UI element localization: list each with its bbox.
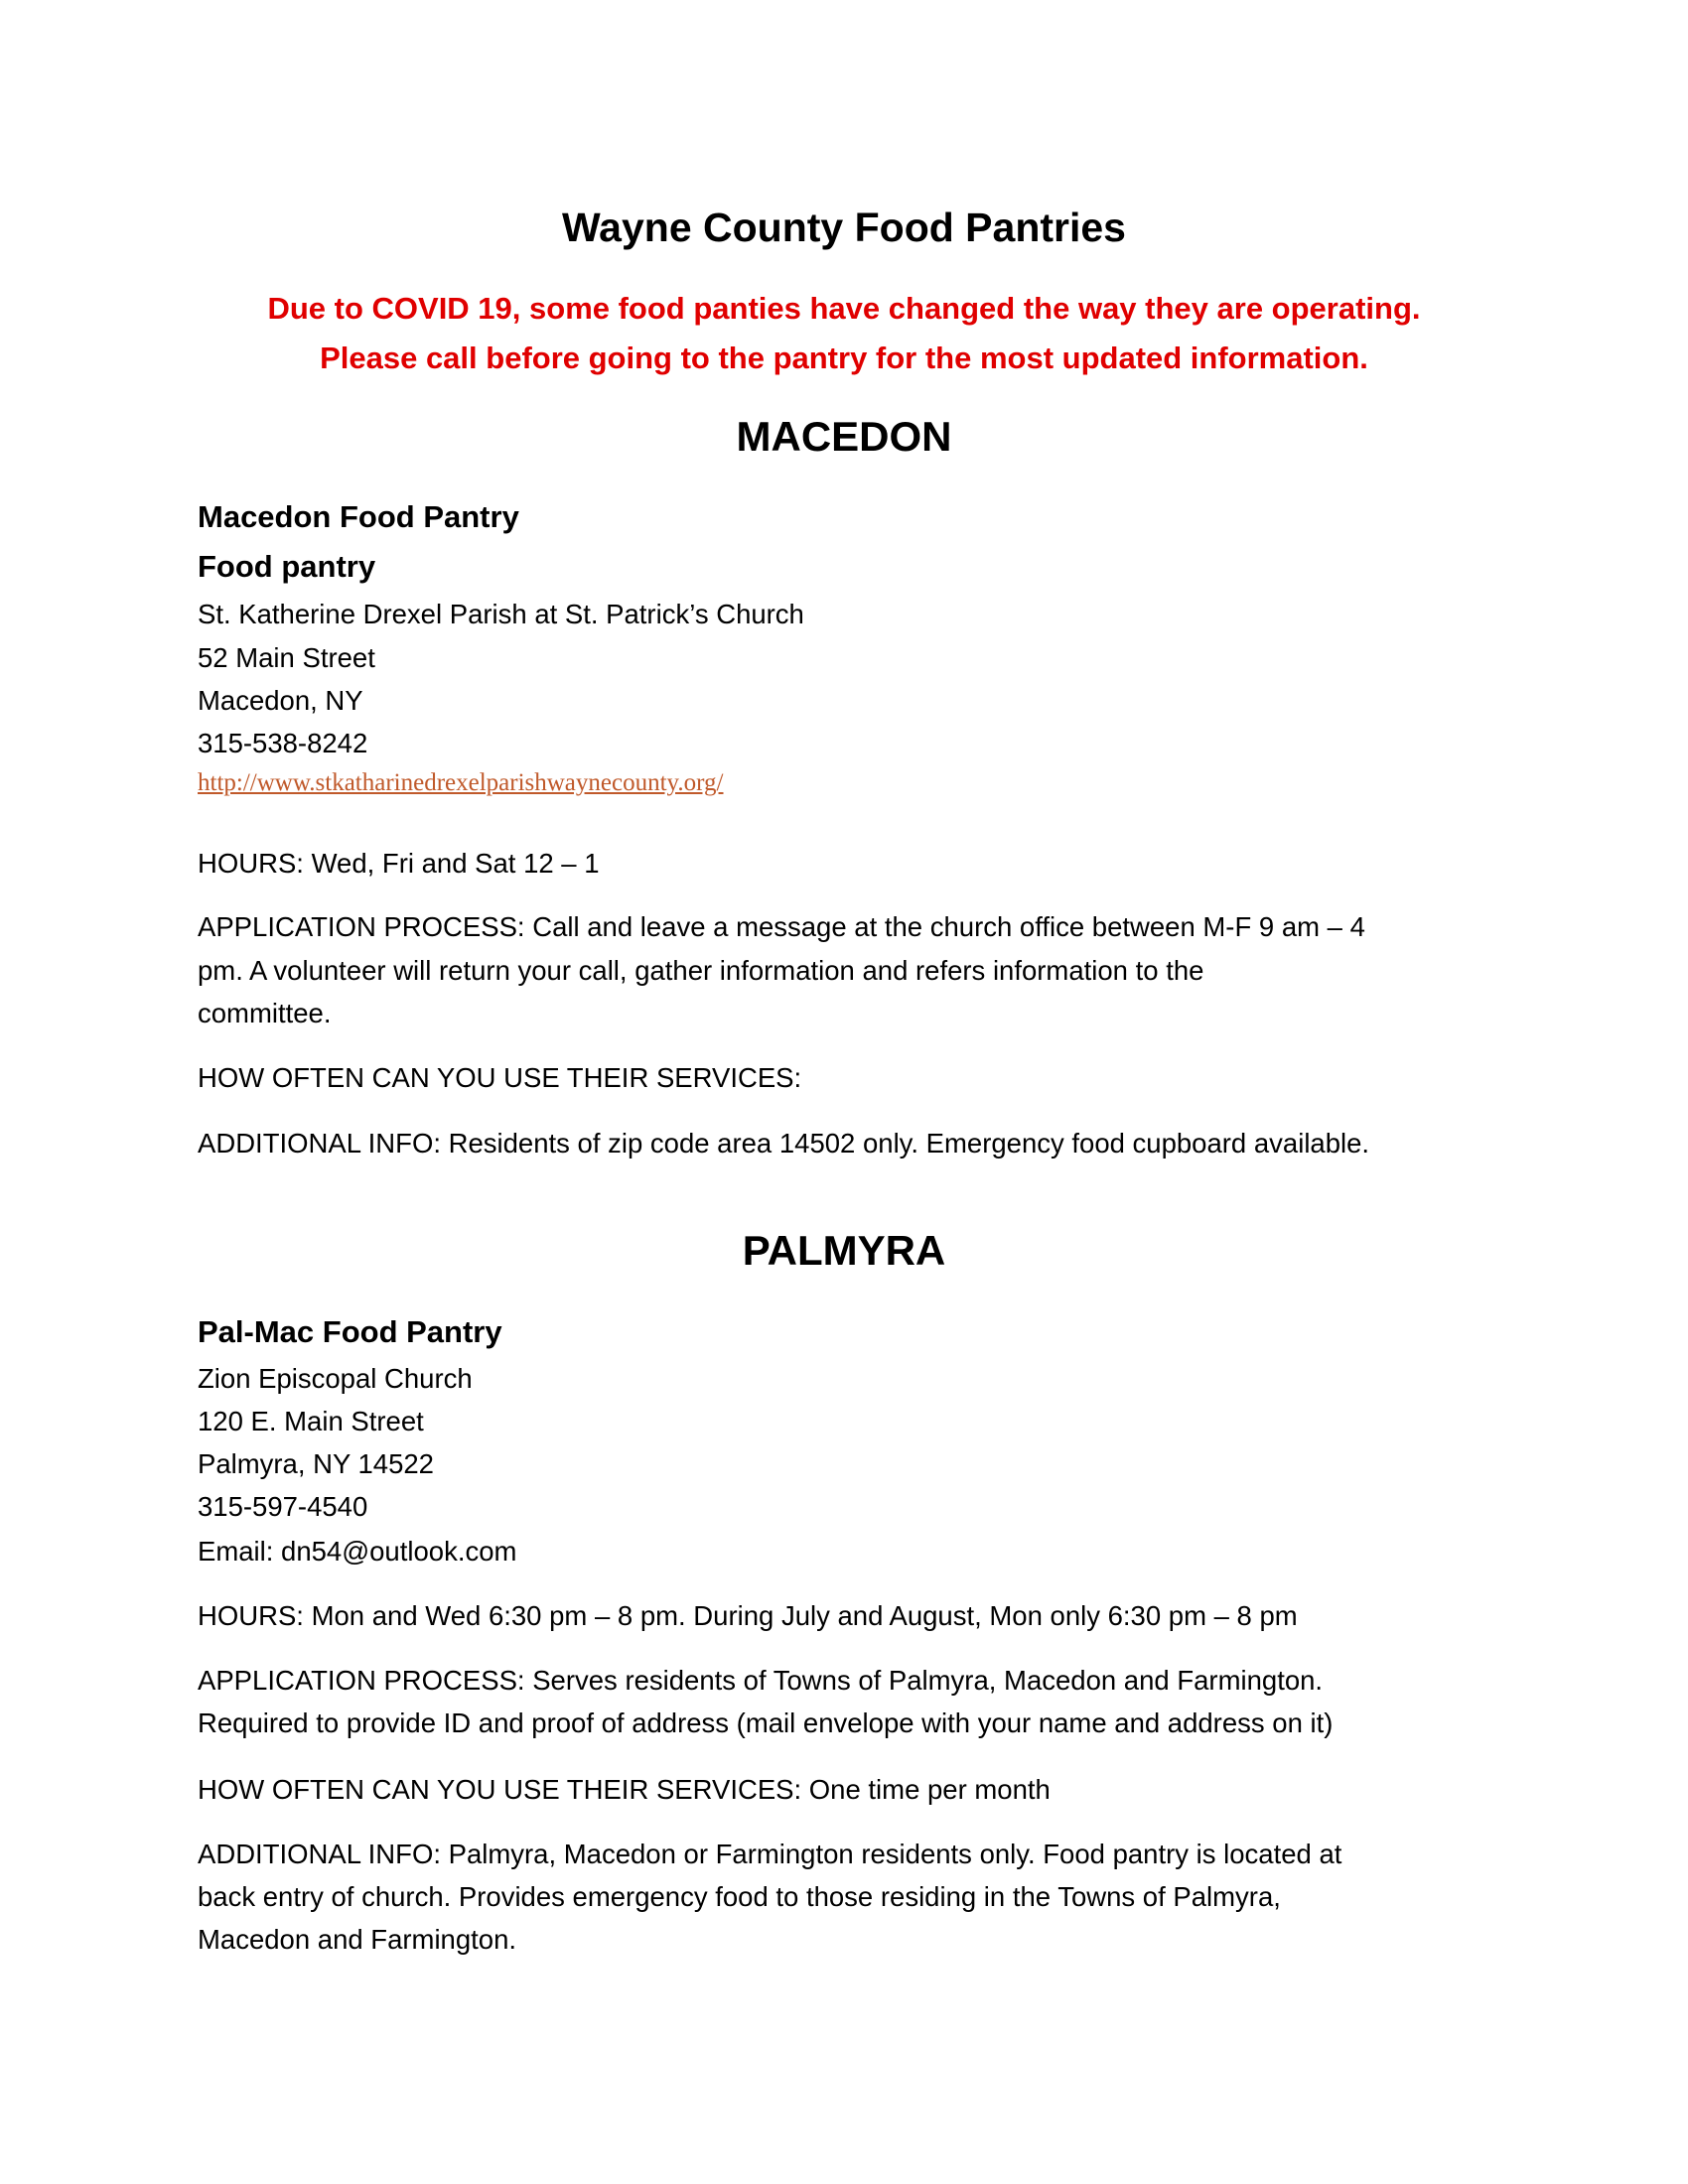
address-line: Palmyra, NY 14522 — [198, 1448, 434, 1479]
section-heading-palmyra: PALMYRA — [742, 1227, 946, 1274]
address-line: 52 Main Street — [198, 642, 375, 673]
phone-number: 315-538-8242 — [198, 728, 368, 758]
address-line: Macedon, NY — [198, 685, 363, 716]
hours: HOURS: Wed, Fri and Sat 12 – 1 — [198, 848, 600, 879]
application-process: APPLICATION PROCESS: Serves residents of Towns of Palmyra, Macedon and Farmington. — [198, 1665, 1324, 1696]
hours: HOURS: Mon and Wed 6:30 pm – 8 pm. During July and August, Mon only 6:30 pm – 8 pm — [198, 1600, 1298, 1631]
address-line: Zion Episcopal Church — [198, 1363, 473, 1394]
pantry-name: Macedon Food Pantry — [198, 499, 519, 534]
additional-info: ADDITIONAL INFO: Palmyra, Macedon or Farmington residents only. Food pantry is located at — [198, 1839, 1342, 1869]
additional-info: back entry of church. Provides emergency food to those residing in the Towns of Palmyra, — [198, 1881, 1281, 1912]
pantry-name: Pal-Mac Food Pantry — [198, 1314, 502, 1349]
additional-info: Macedon and Farmington. — [198, 1924, 517, 1955]
service-frequency: HOW OFTEN CAN YOU USE THEIR SERVICES: — [198, 1062, 802, 1093]
page-title: Wayne County Food Pantries — [562, 205, 1126, 250]
application-process: APPLICATION PROCESS: Call and leave a message at the church office between M-F 9 am – 4 — [198, 911, 1365, 942]
application-process: committee. — [198, 998, 332, 1028]
service-frequency: HOW OFTEN CAN YOU USE THEIR SERVICES: One time per month — [198, 1774, 1051, 1805]
phone-number: 315-597-4540 — [198, 1491, 368, 1522]
address-line: St. Katherine Drexel Parish at St. Patrick’s Church — [198, 599, 804, 629]
additional-info: ADDITIONAL INFO: Residents of zip code area 14502 only. Emergency food cupboard available. — [198, 1128, 1370, 1159]
application-process: Required to provide ID and proof of address (mail envelope with your name and address on it) — [198, 1707, 1334, 1738]
address-line: 120 E. Main Street — [198, 1406, 424, 1436]
application-process: pm. A volunteer will return your call, gather information and refers information to the — [198, 955, 1204, 986]
pantry-type: Food pantry — [198, 549, 376, 584]
email: Email: dn54@outlook.com — [198, 1536, 517, 1567]
covid-notice-line-2: Please call before going to the pantry for the most updated information. — [320, 341, 1368, 375]
section-heading-macedon: MACEDON — [736, 413, 952, 460]
website-link[interactable]: http://www.stkatharinedrexelparishwaynecounty.org/ — [198, 769, 724, 796]
covid-notice-line-1: Due to COVID 19, some food panties have changed the way they are operating. — [267, 291, 1421, 326]
